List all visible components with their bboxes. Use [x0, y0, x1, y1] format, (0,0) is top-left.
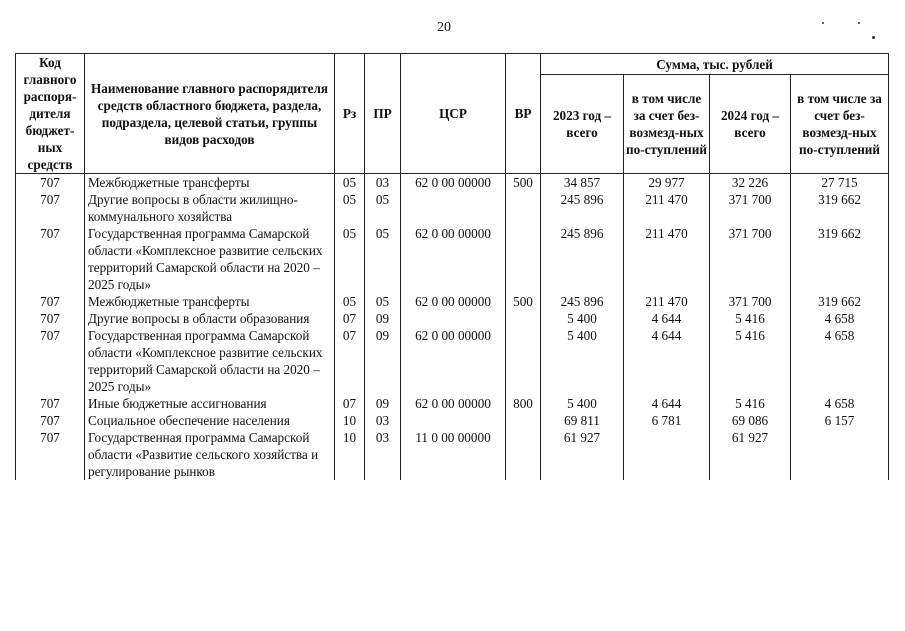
cell-2024-total: 69 086 [710, 412, 791, 429]
cell-csr: 11 0 00 00000 [401, 429, 506, 480]
table-row [16, 293, 889, 310]
cell-csr [401, 412, 506, 429]
cell-2024-free: 4 658 [791, 327, 889, 395]
scan-speck [858, 22, 860, 24]
cell-csr: 62 0 00 00000 [401, 327, 506, 395]
cell-2023-total: 61 927 [541, 429, 624, 480]
header-sum: Сумма, тыс. рублей [541, 54, 889, 75]
cell-vr [506, 327, 541, 395]
header-vr: ВР [506, 54, 541, 174]
cell-2024-total: 371 700 [710, 293, 791, 310]
cell-name: Государственная программа Самарской области «Развитие сельского хозяйства и регулирование рынков [85, 429, 335, 480]
cell-csr: 62 0 00 00000 [401, 293, 506, 310]
cell-code: 707 [16, 395, 85, 412]
cell-2024-free: 4 658 [791, 310, 889, 327]
cell-name: Межбюджетные трансферты [85, 174, 335, 192]
cell-pr: 03 [365, 412, 401, 429]
cell-2023-total: 34 857 [541, 174, 624, 192]
cell-pr: 03 [365, 174, 401, 192]
cell-2023-free: 6 781 [624, 412, 710, 429]
cell-2023-free: 29 977 [624, 174, 710, 192]
cell-csr: 62 0 00 00000 [401, 395, 506, 412]
header-name: Наименование главного распорядителя средств областного бюджета, раздела, подраздела, целевой статьи, группы видов расходов [85, 54, 335, 174]
cell-rz: 05 [335, 225, 365, 293]
header-2024-total: 2024 год – всего [710, 75, 791, 174]
cell-2024-free: 27 715 [791, 174, 889, 192]
cell-rz: 07 [335, 395, 365, 412]
page-number: 20 [437, 20, 451, 35]
header-rz: Рз [335, 54, 365, 174]
cell-code: 707 [16, 327, 85, 395]
cell-2024-total: 5 416 [710, 395, 791, 412]
cell-2023-free: 4 644 [624, 395, 710, 412]
cell-2024-free: 319 662 [791, 225, 889, 293]
cell-name: Межбюджетные трансферты [85, 293, 335, 310]
cell-rz: 05 [335, 293, 365, 310]
cell-2023-total: 5 400 [541, 327, 624, 395]
cell-pr: 05 [365, 225, 401, 293]
cell-rz: 05 [335, 191, 365, 225]
cell-2023-free: 4 644 [624, 327, 710, 395]
cell-2023-free: 4 644 [624, 310, 710, 327]
cell-rz: 10 [335, 429, 365, 480]
header-2023-free: в том числе за счет без-возмезд-ных по-ступлений [624, 75, 710, 174]
cell-code: 707 [16, 429, 85, 480]
cell-vr [506, 429, 541, 480]
cell-2024-total: 61 927 [710, 429, 791, 480]
cell-2024-free: 319 662 [791, 293, 889, 310]
cell-code: 707 [16, 174, 85, 192]
cell-csr [401, 310, 506, 327]
cell-2023-free: 211 470 [624, 225, 710, 293]
cell-2024-free [791, 429, 889, 480]
cell-code: 707 [16, 310, 85, 327]
cell-2023-total: 5 400 [541, 310, 624, 327]
scan-speck [872, 36, 875, 39]
cell-2023-free: 211 470 [624, 191, 710, 225]
cell-2024-total: 5 416 [710, 327, 791, 395]
cell-pr: 09 [365, 395, 401, 412]
cell-vr [506, 225, 541, 293]
cell-2024-total: 32 226 [710, 174, 791, 192]
table-row [16, 395, 889, 412]
cell-vr: 500 [506, 174, 541, 192]
cell-name: Иные бюджетные ассигнования [85, 395, 335, 412]
cell-pr: 03 [365, 429, 401, 480]
cell-name: Социальное обеспечение населения [85, 412, 335, 429]
cell-2024-total: 371 700 [710, 191, 791, 225]
cell-csr: 62 0 00 00000 [401, 225, 506, 293]
cell-pr: 09 [365, 310, 401, 327]
cell-2023-total: 69 811 [541, 412, 624, 429]
cell-code: 707 [16, 293, 85, 310]
header-code: Код главного распоря-дителя бюджет-ных средств [16, 54, 85, 174]
cell-name: Другие вопросы в области образования [85, 310, 335, 327]
cell-pr: 05 [365, 293, 401, 310]
cell-2023-free: 211 470 [624, 293, 710, 310]
cell-2023-total: 245 896 [541, 225, 624, 293]
header-2024-free: в том числе за счет без-возмезд-ных по-ступлений [791, 75, 889, 174]
table-header [16, 54, 889, 174]
cell-name: Другие вопросы в области жилищно-коммунального хозяйства [85, 191, 335, 225]
cell-name: Государственная программа Самарской области «Комплексное развитие сельских территорий Самарской области на 2020 – 2025 годы» [85, 225, 335, 293]
budget-table [15, 53, 889, 480]
cell-2023-free [624, 429, 710, 480]
scan-speck [822, 22, 824, 24]
cell-vr: 500 [506, 293, 541, 310]
table-row [16, 174, 889, 192]
table-row [16, 412, 889, 429]
table-row [16, 327, 889, 395]
cell-code: 707 [16, 412, 85, 429]
table-body [16, 174, 889, 481]
cell-2024-total: 5 416 [710, 310, 791, 327]
cell-name: Государственная программа Самарской области «Комплексное развитие сельских территорий Самарской области на 2020 – 2025 годы» [85, 327, 335, 395]
cell-2024-free: 319 662 [791, 191, 889, 225]
cell-rz: 07 [335, 310, 365, 327]
cell-code: 707 [16, 191, 85, 225]
header-csr: ЦСР [401, 54, 506, 174]
cell-vr [506, 412, 541, 429]
cell-2023-total: 245 896 [541, 191, 624, 225]
table-row [16, 191, 889, 225]
cell-2024-free: 6 157 [791, 412, 889, 429]
cell-2024-total: 371 700 [710, 225, 791, 293]
cell-pr: 09 [365, 327, 401, 395]
table-row [16, 225, 889, 293]
header-pr: ПР [365, 54, 401, 174]
cell-rz: 05 [335, 174, 365, 192]
table-row [16, 310, 889, 327]
cell-code: 707 [16, 225, 85, 293]
cell-pr: 05 [365, 191, 401, 225]
cell-csr: 62 0 00 00000 [401, 174, 506, 192]
cell-2024-free: 4 658 [791, 395, 889, 412]
cell-vr [506, 310, 541, 327]
cell-vr [506, 191, 541, 225]
table-row [16, 429, 889, 480]
cell-2023-total: 245 896 [541, 293, 624, 310]
cell-rz: 07 [335, 327, 365, 395]
cell-2023-total: 5 400 [541, 395, 624, 412]
cell-vr: 800 [506, 395, 541, 412]
header-2023-total: 2023 год – всего [541, 75, 624, 174]
cell-rz: 10 [335, 412, 365, 429]
cell-csr [401, 191, 506, 225]
